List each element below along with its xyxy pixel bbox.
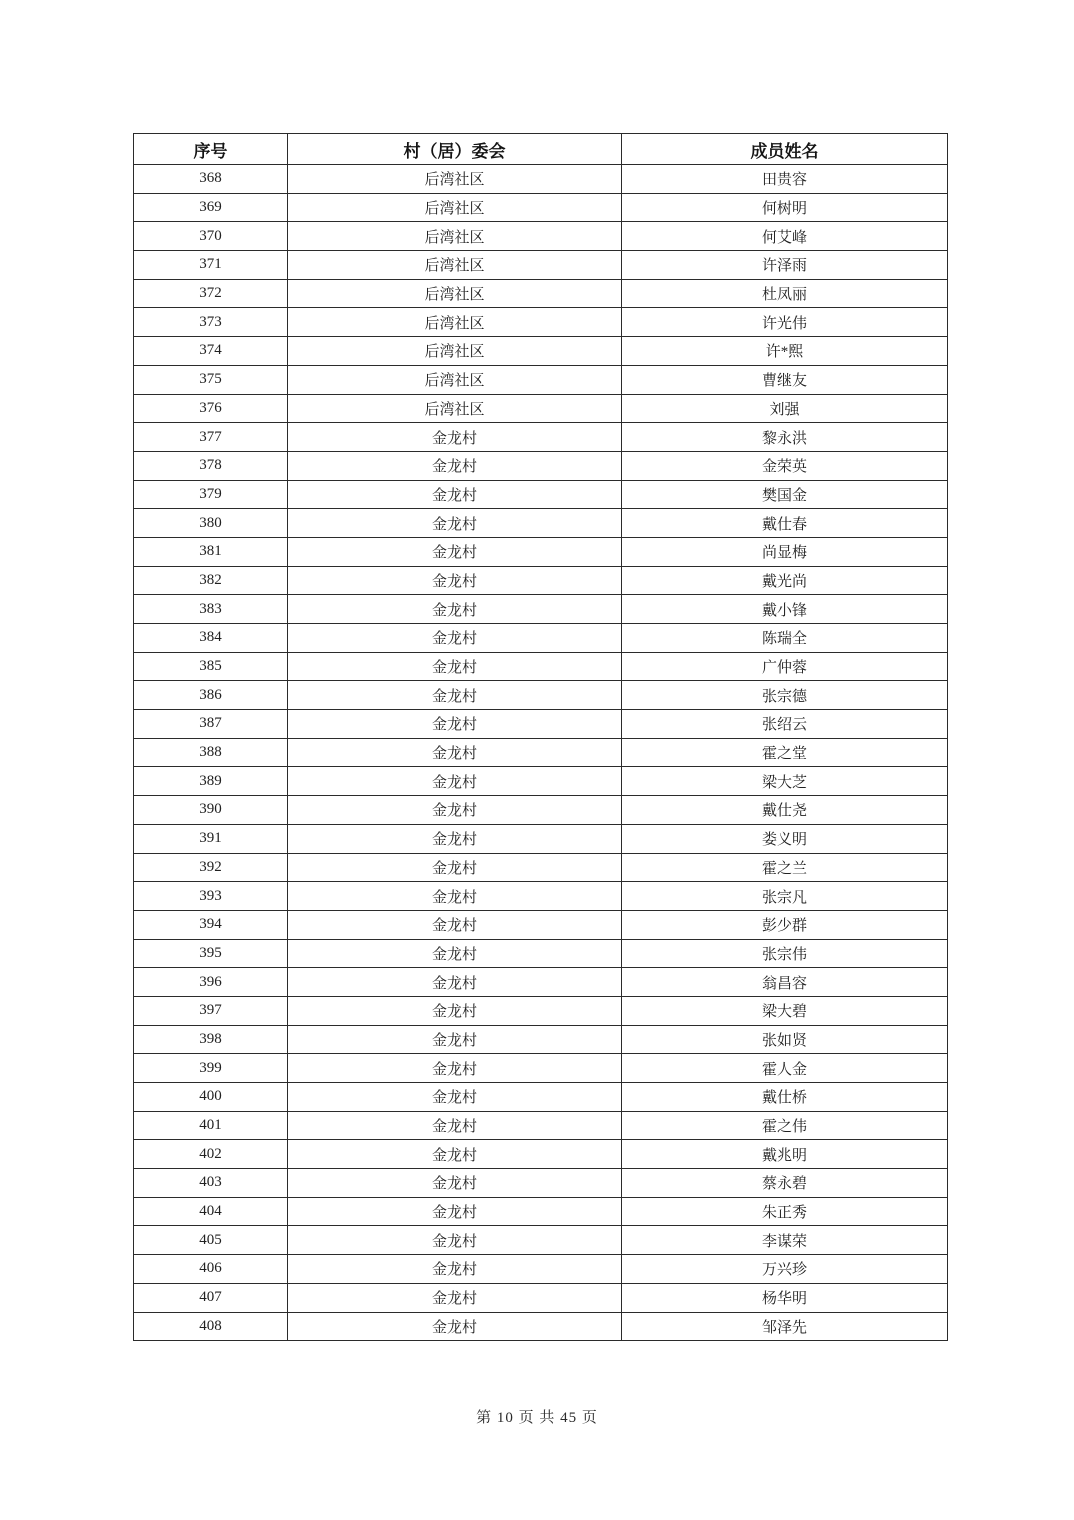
- cell-serial-number: 396: [134, 968, 288, 997]
- cell-member-name: 万兴珍: [622, 1255, 948, 1284]
- table-row: [134, 968, 948, 997]
- table-row: [134, 222, 948, 251]
- cell-member-name: 戴兆明: [622, 1140, 948, 1169]
- cell-serial-number: 397: [134, 996, 288, 1025]
- cell-member-name: 霍之伟: [622, 1111, 948, 1140]
- cell-member-name: 田贵容: [622, 165, 948, 194]
- table-row: [134, 566, 948, 595]
- cell-serial-number: 406: [134, 1255, 288, 1284]
- cell-member-name: 张如贤: [622, 1025, 948, 1054]
- table-row: [134, 480, 948, 509]
- table-row: [134, 1226, 948, 1255]
- cell-committee: 金龙村: [288, 1312, 622, 1341]
- table-row: [134, 1083, 948, 1112]
- table-row: [134, 910, 948, 939]
- cell-member-name: 戴仕桥: [622, 1083, 948, 1112]
- cell-serial-number: 372: [134, 279, 288, 308]
- table-row: [134, 595, 948, 624]
- cell-member-name: 张宗凡: [622, 882, 948, 911]
- table-row: [134, 423, 948, 452]
- table-row: [134, 681, 948, 710]
- cell-serial-number: 387: [134, 710, 288, 739]
- cell-serial-number: 404: [134, 1197, 288, 1226]
- cell-member-name: 杨华明: [622, 1283, 948, 1312]
- table-row: [134, 308, 948, 337]
- table-row: [134, 1025, 948, 1054]
- cell-member-name: 许光伟: [622, 308, 948, 337]
- cell-serial-number: 402: [134, 1140, 288, 1169]
- cell-committee: 金龙村: [288, 1197, 622, 1226]
- table-row: [134, 279, 948, 308]
- cell-member-name: 梁大碧: [622, 996, 948, 1025]
- cell-committee: 金龙村: [288, 1025, 622, 1054]
- cell-committee: 金龙村: [288, 1226, 622, 1255]
- cell-committee: 金龙村: [288, 968, 622, 997]
- cell-member-name: 戴小锋: [622, 595, 948, 624]
- cell-committee: 金龙村: [288, 796, 622, 825]
- cell-member-name: 戴光尚: [622, 566, 948, 595]
- cell-serial-number: 382: [134, 566, 288, 595]
- cell-serial-number: 371: [134, 251, 288, 280]
- column-header-serial-number: 序号: [134, 134, 288, 165]
- table-row: [134, 1140, 948, 1169]
- table-row: [134, 1197, 948, 1226]
- table-row: [134, 1312, 948, 1341]
- cell-committee: 金龙村: [288, 423, 622, 452]
- cell-serial-number: 368: [134, 165, 288, 194]
- cell-committee: 金龙村: [288, 1054, 622, 1083]
- cell-member-name: 彭少群: [622, 910, 948, 939]
- table-row: [134, 251, 948, 280]
- table-row: [134, 1255, 948, 1284]
- cell-committee: 后湾社区: [288, 279, 622, 308]
- cell-serial-number: 388: [134, 738, 288, 767]
- cell-member-name: 曹继友: [622, 365, 948, 394]
- cell-member-name: 何树明: [622, 193, 948, 222]
- cell-member-name: 尚显梅: [622, 537, 948, 566]
- cell-serial-number: 373: [134, 308, 288, 337]
- cell-serial-number: 390: [134, 796, 288, 825]
- cell-committee: 金龙村: [288, 767, 622, 796]
- table-row: [134, 193, 948, 222]
- cell-serial-number: 405: [134, 1226, 288, 1255]
- cell-serial-number: 399: [134, 1054, 288, 1083]
- cell-serial-number: 369: [134, 193, 288, 222]
- page-number-text: 第 10 页 共 45 页: [476, 1410, 598, 1426]
- cell-member-name: 邹泽先: [622, 1312, 948, 1341]
- table-row: [134, 824, 948, 853]
- cell-committee: 金龙村: [288, 710, 622, 739]
- cell-serial-number: 380: [134, 509, 288, 538]
- cell-committee: 金龙村: [288, 910, 622, 939]
- cell-committee: 金龙村: [288, 681, 622, 710]
- table-row: [134, 939, 948, 968]
- cell-committee: 金龙村: [288, 509, 622, 538]
- cell-member-name: 黎永洪: [622, 423, 948, 452]
- cell-committee: 金龙村: [288, 996, 622, 1025]
- cell-serial-number: 376: [134, 394, 288, 423]
- cell-serial-number: 398: [134, 1025, 288, 1054]
- cell-member-name: 霍之兰: [622, 853, 948, 882]
- header-row: [134, 134, 948, 165]
- table-row: [134, 882, 948, 911]
- cell-serial-number: 401: [134, 1111, 288, 1140]
- cell-member-name: 戴仕春: [622, 509, 948, 538]
- cell-member-name: 娄义明: [622, 824, 948, 853]
- cell-member-name: 陈瑞全: [622, 624, 948, 653]
- cell-committee: 金龙村: [288, 1140, 622, 1169]
- table-row: [134, 738, 948, 767]
- cell-member-name: 霍之堂: [622, 738, 948, 767]
- cell-member-name: 广仲蓉: [622, 652, 948, 681]
- column-header-member-name: 成员姓名: [622, 134, 948, 165]
- cell-member-name: 刘强: [622, 394, 948, 423]
- cell-committee: 后湾社区: [288, 222, 622, 251]
- table-row: [134, 652, 948, 681]
- cell-serial-number: 395: [134, 939, 288, 968]
- cell-member-name: 张宗德: [622, 681, 948, 710]
- cell-serial-number: 377: [134, 423, 288, 452]
- cell-committee: 金龙村: [288, 824, 622, 853]
- cell-serial-number: 378: [134, 451, 288, 480]
- cell-committee: 金龙村: [288, 595, 622, 624]
- cell-member-name: 翁昌容: [622, 968, 948, 997]
- table-row: [134, 624, 948, 653]
- cell-committee: 金龙村: [288, 738, 622, 767]
- cell-member-name: 张宗伟: [622, 939, 948, 968]
- cell-serial-number: 370: [134, 222, 288, 251]
- cell-member-name: 张绍云: [622, 710, 948, 739]
- cell-committee: 后湾社区: [288, 251, 622, 280]
- cell-committee: 金龙村: [288, 1283, 622, 1312]
- cell-serial-number: 384: [134, 624, 288, 653]
- table-row: [134, 537, 948, 566]
- cell-member-name: 杜凤丽: [622, 279, 948, 308]
- cell-member-name: 朱正秀: [622, 1197, 948, 1226]
- cell-committee: 金龙村: [288, 882, 622, 911]
- table-row: [134, 710, 948, 739]
- table-row: [134, 796, 948, 825]
- table-row: [134, 1283, 948, 1312]
- cell-serial-number: 379: [134, 480, 288, 509]
- table-row: [134, 165, 948, 194]
- cell-serial-number: 408: [134, 1312, 288, 1341]
- cell-committee: 金龙村: [288, 652, 622, 681]
- table-row: [134, 337, 948, 366]
- cell-serial-number: 383: [134, 595, 288, 624]
- cell-serial-number: 400: [134, 1083, 288, 1112]
- cell-committee: 后湾社区: [288, 165, 622, 194]
- cell-serial-number: 394: [134, 910, 288, 939]
- page-footer: [0, 1406, 1074, 1427]
- cell-committee: 金龙村: [288, 1111, 622, 1140]
- table-header: [134, 134, 948, 165]
- table-row: [134, 451, 948, 480]
- table-body: [134, 165, 948, 1341]
- cell-member-name: 梁大芝: [622, 767, 948, 796]
- cell-serial-number: 391: [134, 824, 288, 853]
- cell-member-name: 蔡永碧: [622, 1169, 948, 1198]
- cell-serial-number: 407: [134, 1283, 288, 1312]
- table-row: [134, 1169, 948, 1198]
- cell-committee: 金龙村: [288, 624, 622, 653]
- cell-member-name: 樊国金: [622, 480, 948, 509]
- table-row: [134, 509, 948, 538]
- table-row: [134, 1111, 948, 1140]
- cell-member-name: 许*熙: [622, 337, 948, 366]
- cell-committee: 后湾社区: [288, 365, 622, 394]
- cell-committee: 金龙村: [288, 537, 622, 566]
- cell-serial-number: 385: [134, 652, 288, 681]
- column-header-committee: 村（居）委会: [288, 134, 622, 165]
- cell-serial-number: 393: [134, 882, 288, 911]
- cell-serial-number: 381: [134, 537, 288, 566]
- cell-committee: 后湾社区: [288, 308, 622, 337]
- cell-committee: 金龙村: [288, 1169, 622, 1198]
- cell-committee: 金龙村: [288, 451, 622, 480]
- cell-serial-number: 389: [134, 767, 288, 796]
- cell-member-name: 戴仕尧: [622, 796, 948, 825]
- table-row: [134, 996, 948, 1025]
- cell-serial-number: 392: [134, 853, 288, 882]
- cell-member-name: 金荣英: [622, 451, 948, 480]
- cell-committee: 后湾社区: [288, 394, 622, 423]
- table-row: [134, 1054, 948, 1083]
- cell-serial-number: 403: [134, 1169, 288, 1198]
- table-row: [134, 365, 948, 394]
- cell-serial-number: 375: [134, 365, 288, 394]
- table-row: [134, 767, 948, 796]
- members-table: [133, 133, 948, 1341]
- cell-serial-number: 386: [134, 681, 288, 710]
- table-row: [134, 853, 948, 882]
- cell-committee: 金龙村: [288, 566, 622, 595]
- cell-committee: 后湾社区: [288, 193, 622, 222]
- cell-committee: 金龙村: [288, 1083, 622, 1112]
- cell-committee: 金龙村: [288, 939, 622, 968]
- cell-member-name: 霍人金: [622, 1054, 948, 1083]
- cell-committee: 金龙村: [288, 480, 622, 509]
- cell-committee: 金龙村: [288, 853, 622, 882]
- cell-committee: 金龙村: [288, 1255, 622, 1284]
- cell-member-name: 李谋荣: [622, 1226, 948, 1255]
- cell-member-name: 许泽雨: [622, 251, 948, 280]
- cell-member-name: 何艾峰: [622, 222, 948, 251]
- cell-committee: 后湾社区: [288, 337, 622, 366]
- cell-serial-number: 374: [134, 337, 288, 366]
- table-row: [134, 394, 948, 423]
